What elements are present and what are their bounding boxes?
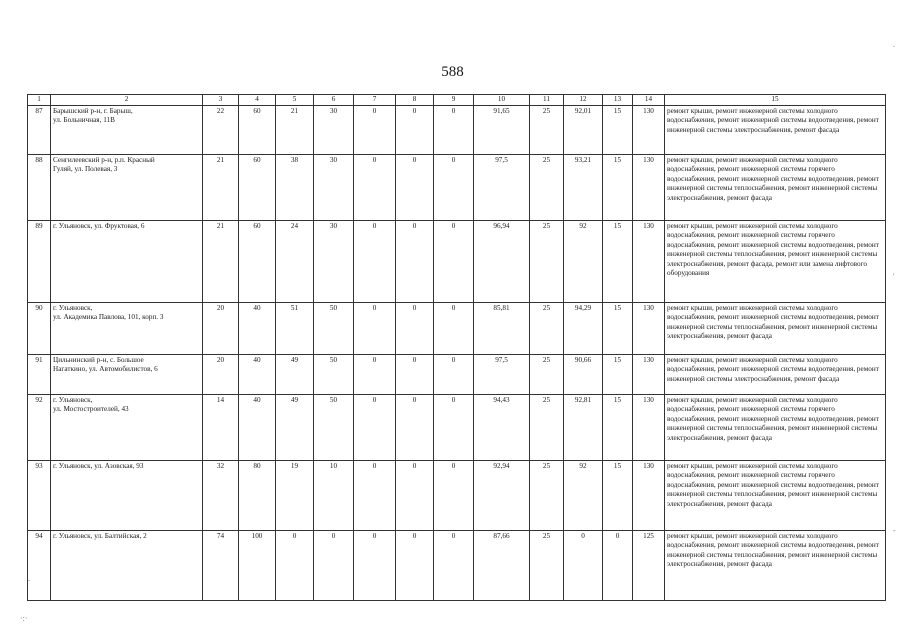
repair-works-cell: ремонт крыши, ремонт инженерной системы холодного водоснабжения, ремонт инженерной системы горячего водоснабжения, ремонт инженерной системы водоотведения, ремонт инженерной системы теплоснабжения, ремонт инженерной системы электроснабжения, ремонт фасада, ремонт или замена лифтового оборудования: [665, 220, 886, 302]
value-cell: 0: [434, 354, 474, 394]
value-cell: 0: [354, 460, 396, 530]
value-cell: 0: [564, 530, 603, 600]
value-cell: 25: [530, 460, 564, 530]
value-cell: 15: [603, 394, 633, 460]
value-cell: 92,01: [564, 105, 603, 154]
value-cell: 30: [314, 105, 354, 154]
value-cell: 97,5: [474, 154, 530, 220]
value-cell: 0: [603, 530, 633, 600]
value-cell: 130: [633, 394, 665, 460]
value-cell: 60: [239, 220, 276, 302]
value-cell: 74: [203, 530, 239, 600]
value-cell: 0: [434, 394, 474, 460]
value-cell: 60: [239, 105, 276, 154]
value-cell: 130: [633, 220, 665, 302]
table-row: [28, 154, 886, 220]
value-cell: 30: [314, 154, 354, 220]
address-line: Гуляй, ул. Полевая, 3: [53, 165, 118, 174]
address-line: г. Ульяновск, ул. Балтийская, 2: [53, 531, 147, 540]
repair-works-cell: ремонт крыши, ремонт инженерной системы холодного водоснабжения, ремонт инженерной системы водоотведения, ремонт инженерной системы теплоснабжения, ремонт инженерной системы электроснабжения, ремонт фасада: [665, 302, 886, 354]
repair-works-cell: ремонт крыши, ремонт инженерной системы холодного водоснабжения, ремонт инженерной системы горячего водоснабжения, ремонт инженерной системы водоотведения, ремонт инженерной системы теплоснабжения, ремонт инженерной системы электроснабжения, ремонт фасада: [665, 460, 886, 530]
value-cell: 60: [239, 154, 276, 220]
value-cell: 25: [530, 302, 564, 354]
value-cell: 0: [354, 220, 396, 302]
scan-speck: ': [893, 272, 895, 281]
address-line: Сенгилеевский р-н, р.п. Красный: [53, 155, 155, 164]
value-cell: 25: [530, 394, 564, 460]
value-cell: 130: [633, 105, 665, 154]
value-cell: 49: [276, 394, 314, 460]
value-cell: 80: [239, 460, 276, 530]
value-cell: 100: [239, 530, 276, 600]
repair-works-cell: ремонт крыши, ремонт инженерной системы холодного водоснабжения, ремонт инженерной системы водоотведения, ремонт инженерной системы электроснабжения, ремонт фасада: [665, 354, 886, 394]
value-cell: 15: [603, 105, 633, 154]
value-cell: 0: [354, 154, 396, 220]
header-cell: 2: [51, 95, 203, 106]
scan-speck: -: [893, 526, 896, 535]
address-cell: [51, 530, 203, 600]
value-cell: 14: [203, 394, 239, 460]
table-row: [28, 354, 886, 394]
value-cell: 25: [530, 105, 564, 154]
value-cell: 21: [203, 220, 239, 302]
address-line: ул. Больничная, 11В: [53, 116, 115, 125]
value-cell: 15: [603, 460, 633, 530]
value-cell: 15: [603, 220, 633, 302]
table-row: [28, 460, 886, 530]
value-cell: 0: [434, 530, 474, 600]
value-cell: 21: [203, 154, 239, 220]
value-cell: 92,81: [564, 394, 603, 460]
row-number-cell: 90: [28, 302, 51, 354]
value-cell: 0: [434, 154, 474, 220]
value-cell: 94,43: [474, 394, 530, 460]
value-cell: 50: [314, 302, 354, 354]
value-cell: 50: [314, 394, 354, 460]
value-cell: 0: [276, 530, 314, 600]
address-line: г. Ульяновск, ул. Азовская, 93: [53, 461, 144, 470]
header-cell: 14: [633, 95, 665, 106]
address-line: г. Ульяновск,: [53, 395, 93, 404]
address-cell: [51, 394, 203, 460]
value-cell: 87,66: [474, 530, 530, 600]
repair-works-cell: ремонт крыши, ремонт инженерной системы холодного водоснабжения, ремонт инженерной системы водоотведения, ремонт инженерной системы теплоснабжения, ремонт инженерной системы электроснабжения, ремонт фасада: [665, 530, 886, 600]
value-cell: 0: [434, 302, 474, 354]
address-cell: [51, 354, 203, 394]
value-cell: 19: [276, 460, 314, 530]
value-cell: 130: [633, 154, 665, 220]
value-cell: 0: [396, 530, 434, 600]
value-cell: 30: [314, 220, 354, 302]
value-cell: 91,65: [474, 105, 530, 154]
value-cell: 21: [276, 105, 314, 154]
value-cell: 92,94: [474, 460, 530, 530]
repair-works-cell: ремонт крыши, ремонт инженерной системы холодного водоснабжения, ремонт инженерной системы водоотведения, ремонт инженерной системы электроснабжения, ремонт фасада: [665, 105, 886, 154]
address-line: Барышский р-н, г. Барыш,: [53, 106, 133, 115]
address-line: ул. Мостостроителей, 43: [53, 405, 129, 414]
scan-speck: ·:·: [20, 614, 28, 623]
value-cell: 0: [354, 354, 396, 394]
row-number-cell: 94: [28, 530, 51, 600]
value-cell: 15: [603, 354, 633, 394]
table-row: [28, 302, 886, 354]
address-line: ул. Академика Павлова, 101, корп. 3: [53, 313, 164, 322]
row-number-cell: 89: [28, 220, 51, 302]
address-cell: [51, 460, 203, 530]
header-cell: 6: [314, 95, 354, 106]
value-cell: 40: [239, 302, 276, 354]
value-cell: 32: [203, 460, 239, 530]
value-cell: 0: [396, 302, 434, 354]
value-cell: 20: [203, 302, 239, 354]
value-cell: 96,94: [474, 220, 530, 302]
header-cell: 15: [665, 95, 886, 106]
row-number-cell: 93: [28, 460, 51, 530]
address-line: г. Ульяновск,: [53, 303, 93, 312]
value-cell: 92: [564, 220, 603, 302]
value-cell: 40: [239, 354, 276, 394]
header-cell: 4: [239, 95, 276, 106]
value-cell: 0: [354, 530, 396, 600]
value-cell: 15: [603, 302, 633, 354]
row-number-cell: 87: [28, 105, 51, 154]
value-cell: 22: [203, 105, 239, 154]
value-cell: 93,21: [564, 154, 603, 220]
value-cell: 0: [434, 105, 474, 154]
header-row: [28, 95, 886, 106]
header-cell: 12: [564, 95, 603, 106]
header-cell: 10: [474, 95, 530, 106]
value-cell: 25: [530, 220, 564, 302]
value-cell: 25: [530, 530, 564, 600]
value-cell: 50: [314, 354, 354, 394]
value-cell: 25: [530, 154, 564, 220]
value-cell: 0: [314, 530, 354, 600]
value-cell: 0: [434, 220, 474, 302]
value-cell: 130: [633, 354, 665, 394]
value-cell: 92: [564, 460, 603, 530]
value-cell: 0: [354, 302, 396, 354]
address-line: Нагаткино, ул. Автомобилистов, 6: [53, 365, 158, 374]
header-cell: 5: [276, 95, 314, 106]
header-cell: 1: [28, 95, 51, 106]
header-cell: 11: [530, 95, 564, 106]
value-cell: 97,5: [474, 354, 530, 394]
value-cell: 38: [276, 154, 314, 220]
value-cell: 130: [633, 460, 665, 530]
value-cell: 0: [354, 105, 396, 154]
value-cell: 0: [434, 460, 474, 530]
value-cell: 51: [276, 302, 314, 354]
repair-program-table: [27, 94, 886, 601]
table-row: [28, 105, 886, 154]
table-row: [28, 530, 886, 600]
header-cell: 3: [203, 95, 239, 106]
value-cell: 85,81: [474, 302, 530, 354]
value-cell: 0: [396, 220, 434, 302]
value-cell: 130: [633, 302, 665, 354]
address-line: г. Ульяновск, ул. Фруктовая, 6: [53, 221, 145, 230]
value-cell: 0: [354, 394, 396, 460]
repair-works-cell: ремонт крыши, ремонт инженерной системы холодного водоснабжения, ремонт инженерной системы горячего водоснабжения, ремонт инженерной системы водоотведения, ремонт инженерной системы теплоснабжения, ремонт инженерной системы электроснабжения, ремонт фасада: [665, 394, 886, 460]
table-row: [28, 220, 886, 302]
value-cell: 0: [396, 105, 434, 154]
address-cell: [51, 220, 203, 302]
table-row: [28, 394, 886, 460]
value-cell: 90,66: [564, 354, 603, 394]
repair-works-cell: ремонт крыши, ремонт инженерной системы холодного водоснабжения, ремонт инженерной системы горячего водоснабжения, ремонт инженерной системы водоотведения, ремонт инженерной системы теплоснабжения, ремонт инженерной системы электроснабжения, ремонт фасада: [665, 154, 886, 220]
value-cell: 40: [239, 394, 276, 460]
address-cell: [51, 302, 203, 354]
header-cell: 7: [354, 95, 396, 106]
scan-speck: .: [28, 574, 30, 583]
value-cell: 0: [396, 460, 434, 530]
value-cell: 24: [276, 220, 314, 302]
header-cell: 13: [603, 95, 633, 106]
value-cell: 0: [396, 394, 434, 460]
value-cell: 20: [203, 354, 239, 394]
address-cell: [51, 105, 203, 154]
row-number-cell: 92: [28, 394, 51, 460]
address-cell: [51, 154, 203, 220]
page-number: 588: [441, 64, 464, 80]
address-line: Цильнинский р-н, с. Большое: [53, 355, 144, 364]
value-cell: 10: [314, 460, 354, 530]
value-cell: 0: [396, 154, 434, 220]
scan-speck: .: [893, 40, 895, 49]
header-cell: 9: [434, 95, 474, 106]
header-cell: 8: [396, 95, 434, 106]
row-number-cell: 88: [28, 154, 51, 220]
value-cell: 15: [603, 154, 633, 220]
value-cell: 49: [276, 354, 314, 394]
value-cell: 0: [396, 354, 434, 394]
row-number-cell: 91: [28, 354, 51, 394]
value-cell: 25: [530, 354, 564, 394]
value-cell: 125: [633, 530, 665, 600]
value-cell: 94,29: [564, 302, 603, 354]
